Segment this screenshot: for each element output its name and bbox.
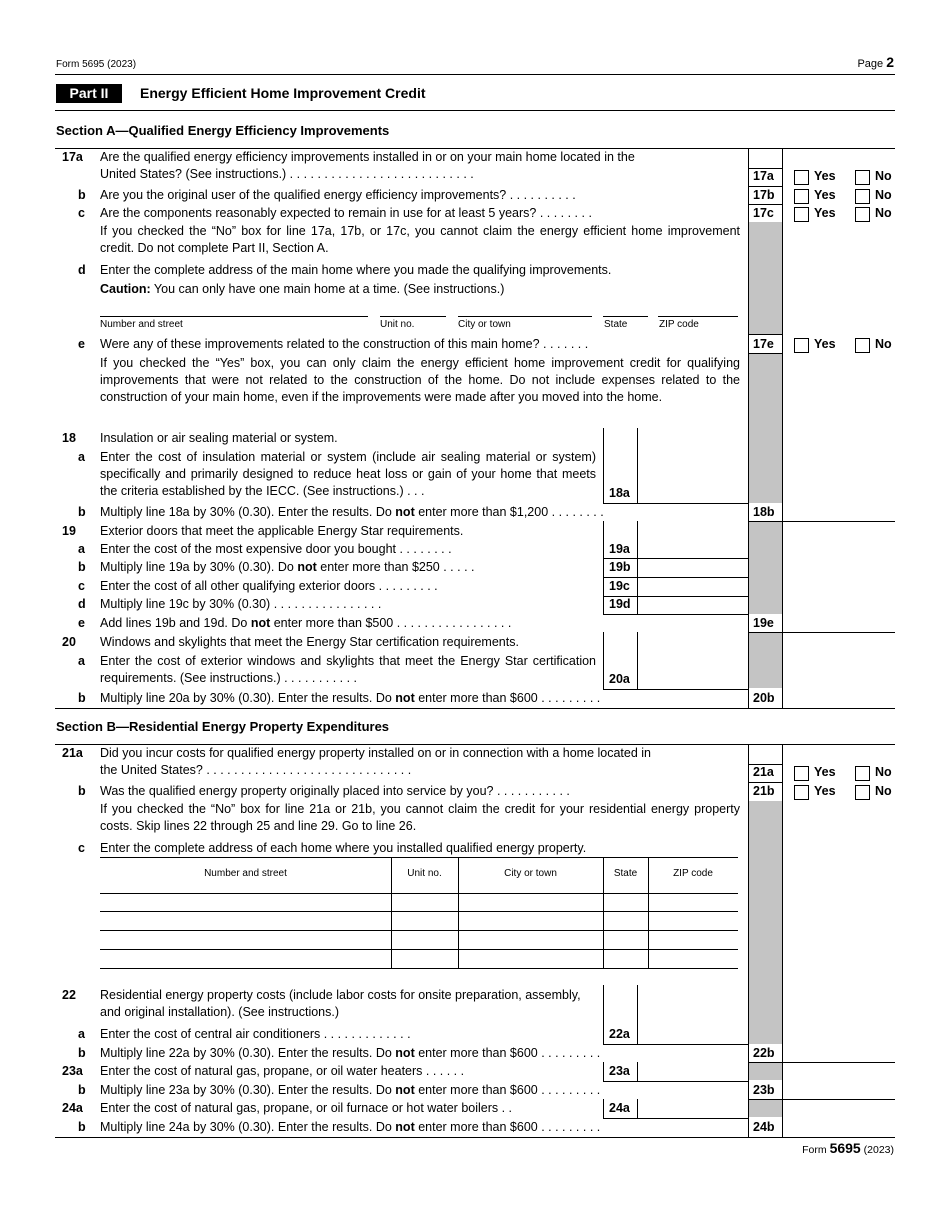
line-19b-code: 19b <box>609 560 631 574</box>
line-20a-num: a <box>78 654 85 668</box>
line-17c-yes-checkbox[interactable] <box>794 207 809 222</box>
line-23a-code: 23a <box>609 1064 630 1078</box>
line-19e-text <box>100 615 511 632</box>
text: enter more than $600 . . . . . . . . . <box>414 1046 601 1060</box>
page-num-value: 2 <box>886 54 894 70</box>
text: Multiply line 19a by 30% (0.30). Do <box>100 560 298 574</box>
line-21a-code: 21a <box>753 765 774 779</box>
col-unit: Unit no. <box>407 868 442 879</box>
col-city: City or town <box>504 868 557 879</box>
line-17a-text2: United States? (See instructions.) . . . . . . . . . . . . . . . . . . . . . . . . . . . <box>100 167 474 181</box>
no-label: No <box>875 337 892 351</box>
line-20-num: 20 <box>62 635 76 649</box>
line-24a-code: 24a <box>609 1101 630 1115</box>
no-label: No <box>875 206 892 220</box>
line-17b-no-checkbox[interactable] <box>855 189 870 204</box>
line-19a-code: 19a <box>609 542 630 556</box>
line-18-text: Insulation or air sealing material or system. <box>100 431 338 445</box>
page-label: Page <box>857 58 884 70</box>
line-22b-text <box>100 1045 600 1062</box>
line-17e-code: 17e <box>753 337 774 351</box>
text: enter more than $500 . . . . . . . . . . . . . . . . . <box>270 616 512 630</box>
line-19d-code: 19d <box>609 597 631 611</box>
line-17a-text: Are the qualified energy efficiency improvements installed in or on your main home located in the <box>100 150 635 164</box>
text: Multiply line 20a by 30% (0.30). Enter the results. Do <box>100 691 396 705</box>
city-label: City or town <box>458 319 511 330</box>
line-22a-num: a <box>78 1027 85 1041</box>
address-row-1[interactable] <box>100 894 738 911</box>
caution-label: Caution: <box>100 282 151 296</box>
line-23a-input[interactable] <box>638 1063 747 1080</box>
yes-label: Yes <box>814 206 836 220</box>
line-21a-num: 21a <box>62 746 83 760</box>
line-17c-text: Are the components reasonably expected to remain in use for at least 5 years? . . . . . . . . <box>100 206 592 220</box>
line-21b-text: Was the qualified energy property originally placed into service by you? . . . . . . . . . . . <box>100 784 570 798</box>
line-21b-yes-checkbox[interactable] <box>794 785 809 800</box>
line-18a-input[interactable] <box>638 430 747 502</box>
line-17d-text: Enter the complete address of the main home where you made the qualifying improvements. <box>100 263 612 277</box>
line-23b-input[interactable] <box>783 1082 895 1099</box>
text: enter more than $600 . . . . . . . . . <box>414 691 601 705</box>
line-21a-no-checkbox[interactable] <box>855 766 870 781</box>
line-20b-input[interactable] <box>783 690 895 707</box>
line-17e-yes-checkbox[interactable] <box>794 338 809 353</box>
line-21a-text: Did you incur costs for qualified energy property installed on or in connection with a home located in <box>100 746 652 760</box>
line-19-num: 19 <box>62 524 76 538</box>
line-19a-num: a <box>78 542 85 556</box>
text: Add lines 19b and 19d. Do <box>100 616 251 630</box>
line-17b-code: 17b <box>753 188 775 202</box>
form-year: (2023) <box>863 1144 894 1156</box>
line-24a-num: 24a <box>62 1101 83 1115</box>
no-label: No <box>875 169 892 183</box>
line-23b-code: 23b <box>753 1083 775 1097</box>
unit-label: Unit no. <box>380 319 415 330</box>
line-22a-input[interactable] <box>638 987 747 1043</box>
section-b-title: Section B—Residential Energy Property Expenditures <box>56 719 390 734</box>
col-state: State <box>613 868 638 879</box>
line-17a-code: 17a <box>753 169 774 183</box>
line-17e-text: Were any of these improvements related to the construction of this main home? . . . . . . . <box>100 337 589 351</box>
line-17d-num: d <box>78 263 86 277</box>
zip-label: ZIP code <box>659 319 699 330</box>
line-17c-no-checkbox[interactable] <box>855 207 870 222</box>
text: not <box>250 616 271 630</box>
line-21c-text: Enter the complete address of each home where you installed qualified energy property. <box>100 841 587 855</box>
address-row-2[interactable] <box>100 912 738 930</box>
yes-label: Yes <box>814 188 836 202</box>
footer-form-id <box>802 1140 894 1159</box>
line-19-text: Exterior doors that meet the applicable Energy Star requirements. <box>100 524 464 538</box>
line-20a-input[interactable] <box>638 634 747 688</box>
line-19e-code: 19e <box>753 616 774 630</box>
caution-text: You can only have one main home at a time. (See instructions.) <box>150 282 505 296</box>
line-24b-num: b <box>78 1120 86 1134</box>
line-17c-code: 17c <box>753 206 774 220</box>
line-22b-input[interactable] <box>783 1045 895 1062</box>
text: Multiply line 22a by 30% (0.30). Enter the results. Do <box>100 1046 396 1060</box>
line-20-text: Windows and skylights that meet the Energy Star certification requirements. <box>100 635 519 649</box>
line-20b-code: 20b <box>753 691 775 705</box>
yes-label: Yes <box>814 337 836 351</box>
line-19d-input[interactable] <box>638 596 747 613</box>
text: not <box>395 1083 415 1097</box>
text: Multiply line 23a by 30% (0.30). Enter the results. Do <box>100 1083 396 1097</box>
line-18b-input[interactable] <box>783 504 895 521</box>
address-row-4[interactable] <box>100 950 738 968</box>
state-label: State <box>604 319 628 330</box>
part-title: Energy Efficient Home Improvement Credit <box>140 85 426 101</box>
line-17b-num: b <box>78 188 86 202</box>
part-badge: Part II <box>56 84 122 103</box>
text: not <box>395 1046 415 1060</box>
line-19b-text <box>100 559 475 576</box>
line-18b-num: b <box>78 505 86 519</box>
line-17e-note: If you checked the “Yes” box, you can only claim the energy efficient home improvement credit for qualifying improvements that were not related to the construction of the home. Do not include expenses related to the construction of your main home, even if the improvements were made after you moved into the home. <box>100 356 740 404</box>
line-23b-text <box>100 1082 600 1099</box>
line-21a-text2: the United States? . . . . . . . . . . . . . . . . . . . . . . . . . . . . . . <box>100 763 412 777</box>
line-18b-code: 18b <box>753 505 775 519</box>
text: Multiply line 18a by 30% (0.30). Enter the results. Do <box>100 505 396 519</box>
line-19e-input[interactable] <box>783 615 895 632</box>
text: Multiply line 24a by 30% (0.30). Enter the results. Do <box>100 1120 396 1134</box>
line-17e-num: e <box>78 337 85 351</box>
street-label: Number and street <box>100 319 183 330</box>
line-19a-input[interactable] <box>638 541 747 558</box>
line-17d-caution <box>100 281 504 298</box>
line-19c-input[interactable] <box>638 578 747 595</box>
no-label: No <box>875 188 892 202</box>
line-19a-text: Enter the cost of the most expensive door you bought . . . . . . . . <box>100 542 452 556</box>
line-17a-no-checkbox[interactable] <box>855 170 870 185</box>
line-23b-num: b <box>78 1083 86 1097</box>
line-18-num: 18 <box>62 431 76 445</box>
text: not <box>395 1120 415 1134</box>
text: enter more than $600 . . . . . . . . . <box>414 1120 601 1134</box>
line-23a-text: Enter the cost of natural gas, propane, or oil water heaters . . . . . . <box>100 1064 465 1078</box>
line-22b-code: 22b <box>753 1046 775 1060</box>
text: Form <box>802 1144 827 1156</box>
line-18a-num: a <box>78 450 85 464</box>
line-20a-code: 20a <box>609 672 630 686</box>
line-19c-num: c <box>78 579 85 593</box>
line-22b-num: b <box>78 1046 86 1060</box>
line-24b-text <box>100 1119 600 1136</box>
yes-label: Yes <box>814 765 836 779</box>
text: enter more than $600 . . . . . . . . . <box>414 1083 601 1097</box>
line-21b-no-checkbox[interactable] <box>855 785 870 800</box>
text: not <box>395 691 415 705</box>
line-20a-text: Enter the cost of exterior windows and skylights that meet the Energy Star certification requirements. (See instructions.) . . . . . . . . . . . <box>100 654 596 685</box>
no-label: No <box>875 784 892 798</box>
line-21a-yes-checkbox[interactable] <box>794 766 809 781</box>
text: not <box>297 560 317 574</box>
line-17b-text: Are you the original user of the qualified energy efficiency improvements? . . . . . . . . . . <box>100 188 576 202</box>
line-22-num: 22 <box>62 988 76 1002</box>
section-a-title: Section A—Qualified Energy Efficiency Improvements <box>56 123 390 138</box>
line-21c-num: c <box>78 841 85 855</box>
line-21b-num: b <box>78 784 86 798</box>
line-24b-input[interactable] <box>783 1119 895 1136</box>
col-street: Number and street <box>204 868 287 879</box>
line-19c-text: Enter the cost of all other qualifying exterior doors . . . . . . . . . <box>100 579 438 593</box>
text: enter more than $250 . . . . . <box>316 560 475 574</box>
yes-label: Yes <box>814 169 836 183</box>
line-18a-code: 18a <box>609 486 630 500</box>
line-17b-yes-checkbox[interactable] <box>794 189 809 204</box>
line-19e-num: e <box>78 616 85 630</box>
line-24a-input[interactable] <box>638 1100 747 1117</box>
text: not <box>395 505 415 519</box>
yes-label: Yes <box>814 784 836 798</box>
line-24a-text: Enter the cost of natural gas, propane, or oil furnace or hot water boilers . . <box>100 1101 513 1115</box>
line-21b-note: If you checked the “No” box for line 21a or 21b, you cannot claim the credit for your residential energy property costs. Skip lines 22 through 25 and line 29. Go to line 26. <box>100 802 740 833</box>
line-19d-num: d <box>78 597 86 611</box>
line-17a-num: 17a <box>62 150 83 164</box>
line-22a-code: 22a <box>609 1027 630 1041</box>
line-19c-code: 19c <box>609 579 630 593</box>
line-22a-text: Enter the cost of central air conditioners . . . . . . . . . . . . . <box>100 1027 411 1041</box>
line-20b-num: b <box>78 691 86 705</box>
line-23a-num: 23a <box>62 1064 83 1078</box>
line-19d-text: Multiply line 19c by 30% (0.30) . . . . . . . . . . . . . . . . <box>100 597 382 611</box>
text: enter more than $1,200 . . . . . . . . <box>414 505 604 519</box>
line-21b-code: 21b <box>753 784 775 798</box>
form-number: 5695 <box>829 1140 861 1156</box>
line-17e-no-checkbox[interactable] <box>855 338 870 353</box>
line-19b-input[interactable] <box>638 559 747 576</box>
form-label: Form 5695 (2023) <box>56 59 137 70</box>
line-17c-num: c <box>78 206 85 220</box>
line-24b-code: 24b <box>753 1120 775 1134</box>
line-17c-note: If you checked the “No” box for line 17a, 17b, or 17c, you cannot claim the energy efficient home improvement credit. Do not complete Part II, Section A. <box>100 224 740 255</box>
line-17a-yes-checkbox[interactable] <box>794 170 809 185</box>
line-18a-text: Enter the cost of insulation material or system (include air sealing material or system) specifically and primarily designed to reduce heat loss or gain of your home that meets the criteria established by the IECC. (See instructions.) . . . <box>100 450 596 498</box>
line-20b-text <box>100 690 600 707</box>
no-label: No <box>875 765 892 779</box>
line-19b-num: b <box>78 560 86 574</box>
page-number <box>857 54 894 73</box>
col-zip: ZIP code <box>673 868 713 879</box>
address-row-3[interactable] <box>100 931 738 949</box>
line-22-text: Residential energy property costs (include labor costs for onsite preparation, assembly, and original installation). (See instructions.) <box>100 988 581 1019</box>
line-18b-text <box>100 504 604 521</box>
